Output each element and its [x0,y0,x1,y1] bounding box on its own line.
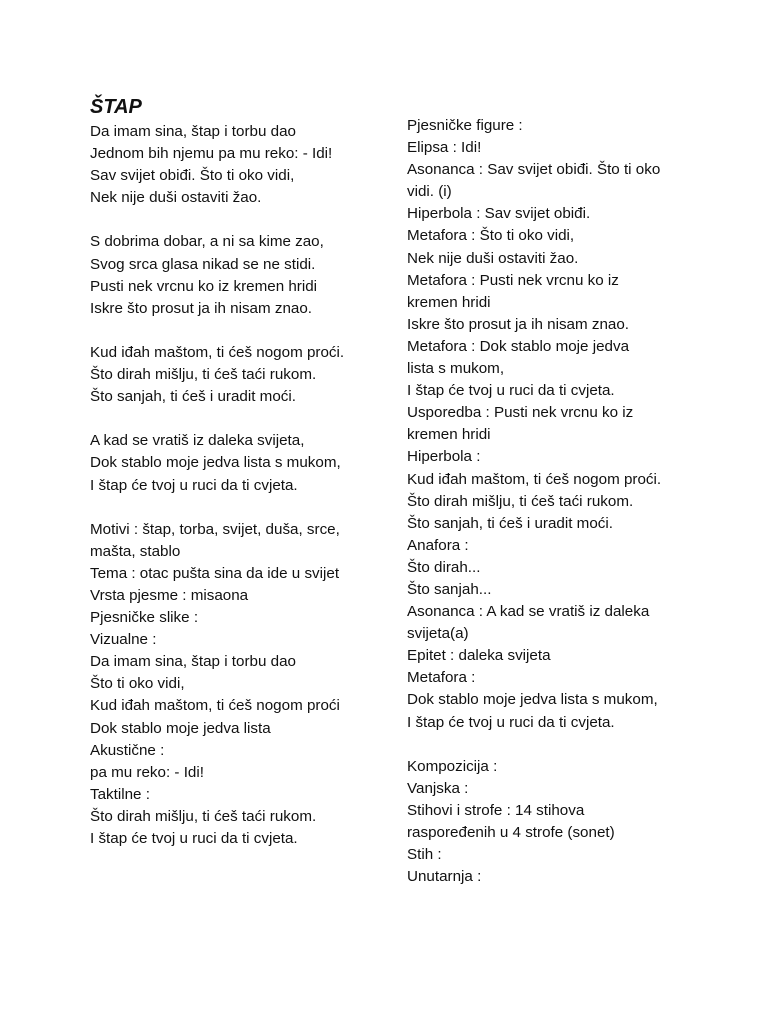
text-line: Sav svijet obiđi. Što ti oko vidi, [90,167,295,185]
text-line: Iskre što prosut ja ih nisam znao. [407,315,630,333]
text-line: Kud iđah maštom, ti ćeš nogom proći. [407,470,662,488]
text-line: Nek nije duši ostaviti žao. [407,249,579,267]
text-line: Jednom bih njemu pa mu reko: - Idi! [90,145,333,163]
text-line: Što dirah mišlju, ti ćeš taći rukom. [407,492,634,510]
text-line: Kud iđah maštom, ti ćeš nogom proći. [90,343,345,361]
text-line: Što sanjah... [407,580,492,598]
text-line: Metafora : [407,669,476,687]
text-line: Da imam sina, štap i torbu dao [90,653,296,671]
text-line: Taktilne : [90,785,150,803]
text-line: Što dirah mišlju, ti ćeš taći rukom. [90,807,317,825]
text-line: Motivi : štap, torba, svijet, duša, srce, [90,520,340,538]
text-line: Što sanjah, ti ćeš i uradit moći. [90,388,296,406]
text-line: Tema : otac pušta sina da ide u svijet [90,564,340,582]
text-line: Pjesničke slike : [90,609,199,627]
text-line: Što ti oko vidi, [90,675,185,693]
text-line: Da imam sina, štap i torbu dao [90,123,296,140]
text-line: Pjesničke figure : [407,117,523,134]
text-line: Unutarnja : [407,868,482,886]
text-line: kremen hridi [407,293,491,311]
text-line: svijeta(a) [407,625,469,643]
text-line: Anafora : [407,536,469,554]
text-line: pa mu reko: - Idi! [90,763,204,781]
text-line: Stihovi i strofe : 14 stihova [407,801,585,819]
poem-title: ŠTAP [90,96,142,118]
right-column [407,115,707,888]
text-line: Hiperbola : Sav svijet obiđi. [407,205,591,223]
text-line: Svog srca glasa nikad se ne stidi. [90,255,316,273]
text-line: Asonanca : A kad se vratiš iz daleka [407,603,650,621]
text-line: I štap će tvoj u ruci da ti cvjeta. [90,830,298,847]
text-line: raspoređenih u 4 strofe (sonet) [407,824,615,841]
text-line: mašta, stablo [90,542,181,560]
text-line: Vanjska : [407,779,469,797]
text-line: Elipsa : Idi! [407,139,482,157]
text-line: Hiperbola : [407,448,481,466]
text-line: Dok stablo moje jedva lista s mukom, [90,454,341,472]
text-line: Vrsta pjesme : misaona [90,586,249,604]
text-line: Što dirah mišlju, ti ćeš taći rukom. [90,366,317,384]
blank-line [90,497,390,519]
text-line: kremen hridi [407,426,491,444]
text-line: S dobrima dobar, a ni sa kime zao, [90,233,324,251]
text-line: I štap će tvoj u ruci da ti cvjeta. [407,382,615,400]
left-column [90,121,390,850]
text-line: I štap će tvoj u ruci da ti cvjeta. [407,713,615,731]
text-line: Pusti nek vrcnu ko iz kremen hridi [90,277,318,295]
text-line: Metafora : Pusti nek vrcnu ko iz [407,271,619,289]
text-line: lista s mukom, [407,360,505,378]
text-line: I štap će tvoj u ruci da ti cvjeta. [90,476,298,494]
text-line: Kompozicija : [407,757,498,775]
text-line: A kad se vratiš iz daleka svijeta, [90,432,305,450]
text-line: Što sanjah, ti ćeš i uradit moći. [407,514,613,532]
text-line: Što dirah... [407,558,481,576]
text-line: Dok stablo moje jedva lista s mukom, [407,691,658,709]
blank-line [90,209,390,231]
blank-line [90,408,390,430]
text-line: Stih : [407,846,442,864]
text-line: Metafora : Dok stablo moje jedva [407,337,630,355]
text-line: Iskre što prosut ja ih nisam znao. [90,299,313,317]
text-line: Asonanca : Sav svijet obiđi. Što ti oko [407,161,661,179]
text-line: Epitet : daleka svijeta [407,647,551,665]
text-line: Nek nije duši ostaviti žao. [90,189,262,207]
blank-line [407,734,707,756]
text-line: Dok stablo moje jedva lista [90,719,271,737]
text-line: Vizualne : [90,631,157,649]
text-line: Akustične : [90,741,165,759]
text-line: vidi. (i) [407,183,452,201]
text-line: Kud iđah maštom, ti ćeš nogom proći [90,697,340,715]
blank-line [90,320,390,342]
text-line: Metafora : Što ti oko vidi, [407,227,575,245]
text-line: Usporedba : Pusti nek vrcnu ko iz [407,404,634,422]
